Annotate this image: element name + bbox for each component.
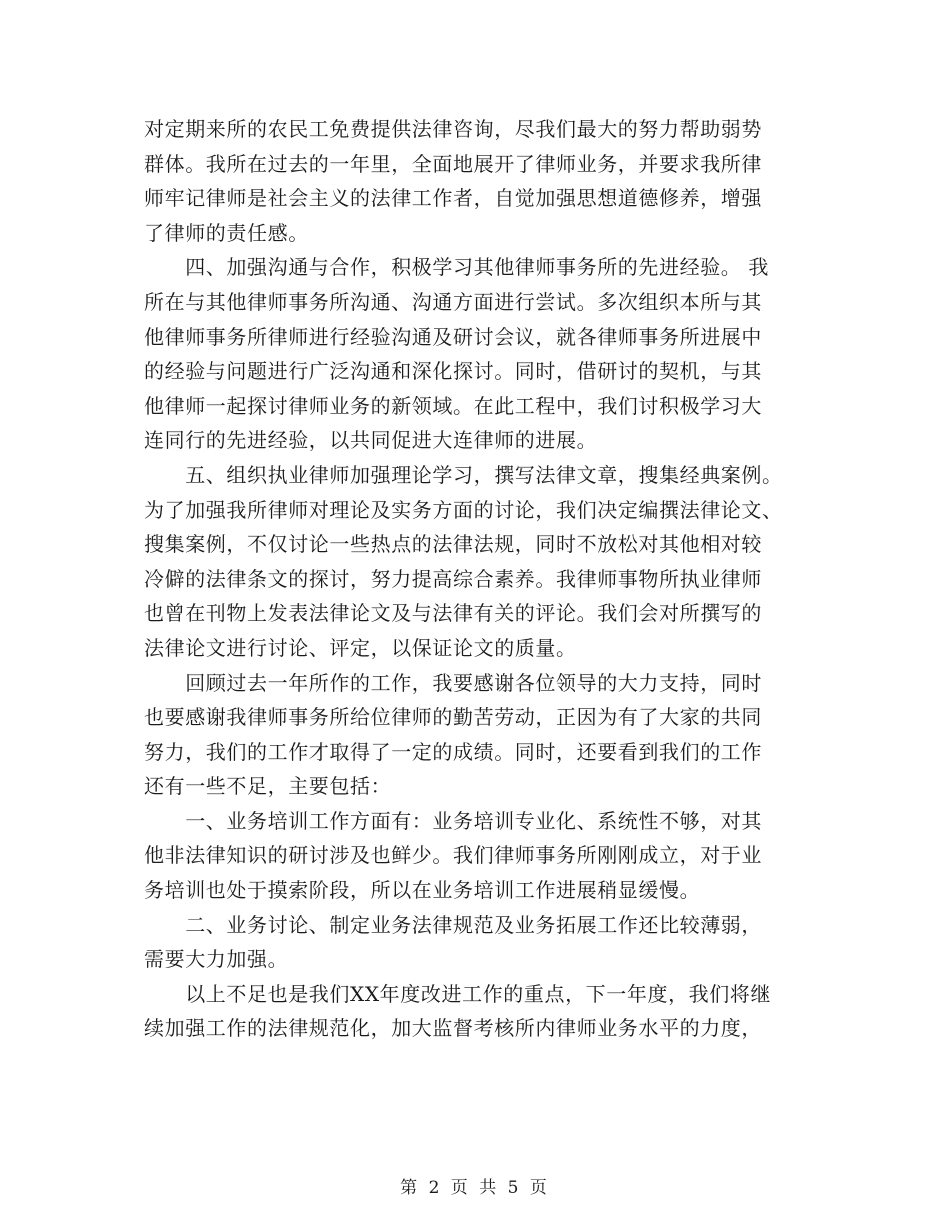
text-line: 所在与其他律师事务所沟通、沟通方面进行尝试。多次组织本所与其 <box>144 289 762 314</box>
text-line: 搜集案例，不仅讨论一些热点的法律法规，同时不放松对其他相对较 <box>144 532 762 557</box>
text-line: 了律师的责任感。 <box>144 220 309 245</box>
text-line: 的经验与问题进行广泛沟通和深化探讨。同时，借研讨的契机，与其 <box>144 359 762 384</box>
text-line: 一、业务培训工作方面有：业务培训专业化、系统性不够，对其 <box>144 808 762 833</box>
text-line: 四、加强沟通与合作，积极学习其他律师事务所的先进经验。 我 <box>144 255 769 280</box>
text-line: 努力，我们的工作才取得了一定的成绩。同时，还要看到我们的工作 <box>144 739 762 764</box>
text-line: 群体。我所在过去的一年里，全面地展开了律师业务，并要求我所律 <box>144 151 762 176</box>
text-line: 以上不足也是我们XX年度改进工作的重点，下一年度，我们将继 <box>144 981 772 1006</box>
text-line: 也要感谢我律师事务所给位律师的勤苦劳动，正因为有了大家的共同 <box>144 705 762 730</box>
text-line: 五、组织执业律师加强理论学习，撰写法律文章，搜集经典案例。 <box>144 462 783 487</box>
text-line: 续加强工作的法律规范化，加大监督考核所内律师业务水平的力度， <box>144 1016 762 1041</box>
text-line: 二、业务讨论、制定业务法律规范及业务拓展工作还比较薄弱， <box>144 912 762 937</box>
text-line: 也曾在刊物上发表法律论文及与法律有关的评论。我们会对所撰写的 <box>144 601 762 626</box>
text-line: 冷僻的法律条文的探讨，努力提高综合素养。我律师事物所执业律师 <box>144 566 762 591</box>
text-line: 回顾过去一年所作的工作，我要感谢各位领导的大力支持，同时 <box>144 670 762 695</box>
text-line: 他非法律知识的研讨涉及也鲜少。我们律师事务所刚刚成立，对于业 <box>144 843 762 868</box>
text-line: 连同行的先进经验，以共同促进大连律师的进展。 <box>144 428 598 453</box>
text-line: 需要大力加强。 <box>144 947 289 972</box>
text-line: 还有一些不足，主要包括： <box>144 774 392 799</box>
text-line: 务培训也处于摸索阶段，所以在业务培训工作进展稍显缓慢。 <box>144 878 701 903</box>
text-line: 对定期来所的农民工免费提供法律咨询，尽我们最大的努力帮助弱势 <box>144 117 762 141</box>
page-number-footer: 第 2 页 共 5 页 <box>400 1178 550 1198</box>
text-line: 他律师一起探讨律师业务的新领域。在此工程中，我们讨积极学习大 <box>144 393 762 418</box>
body-text <box>144 112 834 1046</box>
text-line: 他律师事务所律师进行经验沟通及研讨会议，就各律师事务所进展中 <box>144 324 762 349</box>
text-line: 法律论文进行讨论、评定，以保证论文的质量。 <box>144 635 577 660</box>
text-line: 为了加强我所律师对理论及实务方面的讨论，我们决定编撰法律论文、 <box>144 497 783 522</box>
text-line: 师牢记律师是社会主义的法律工作者，自觉加强思想道德修养，增强 <box>144 186 762 211</box>
